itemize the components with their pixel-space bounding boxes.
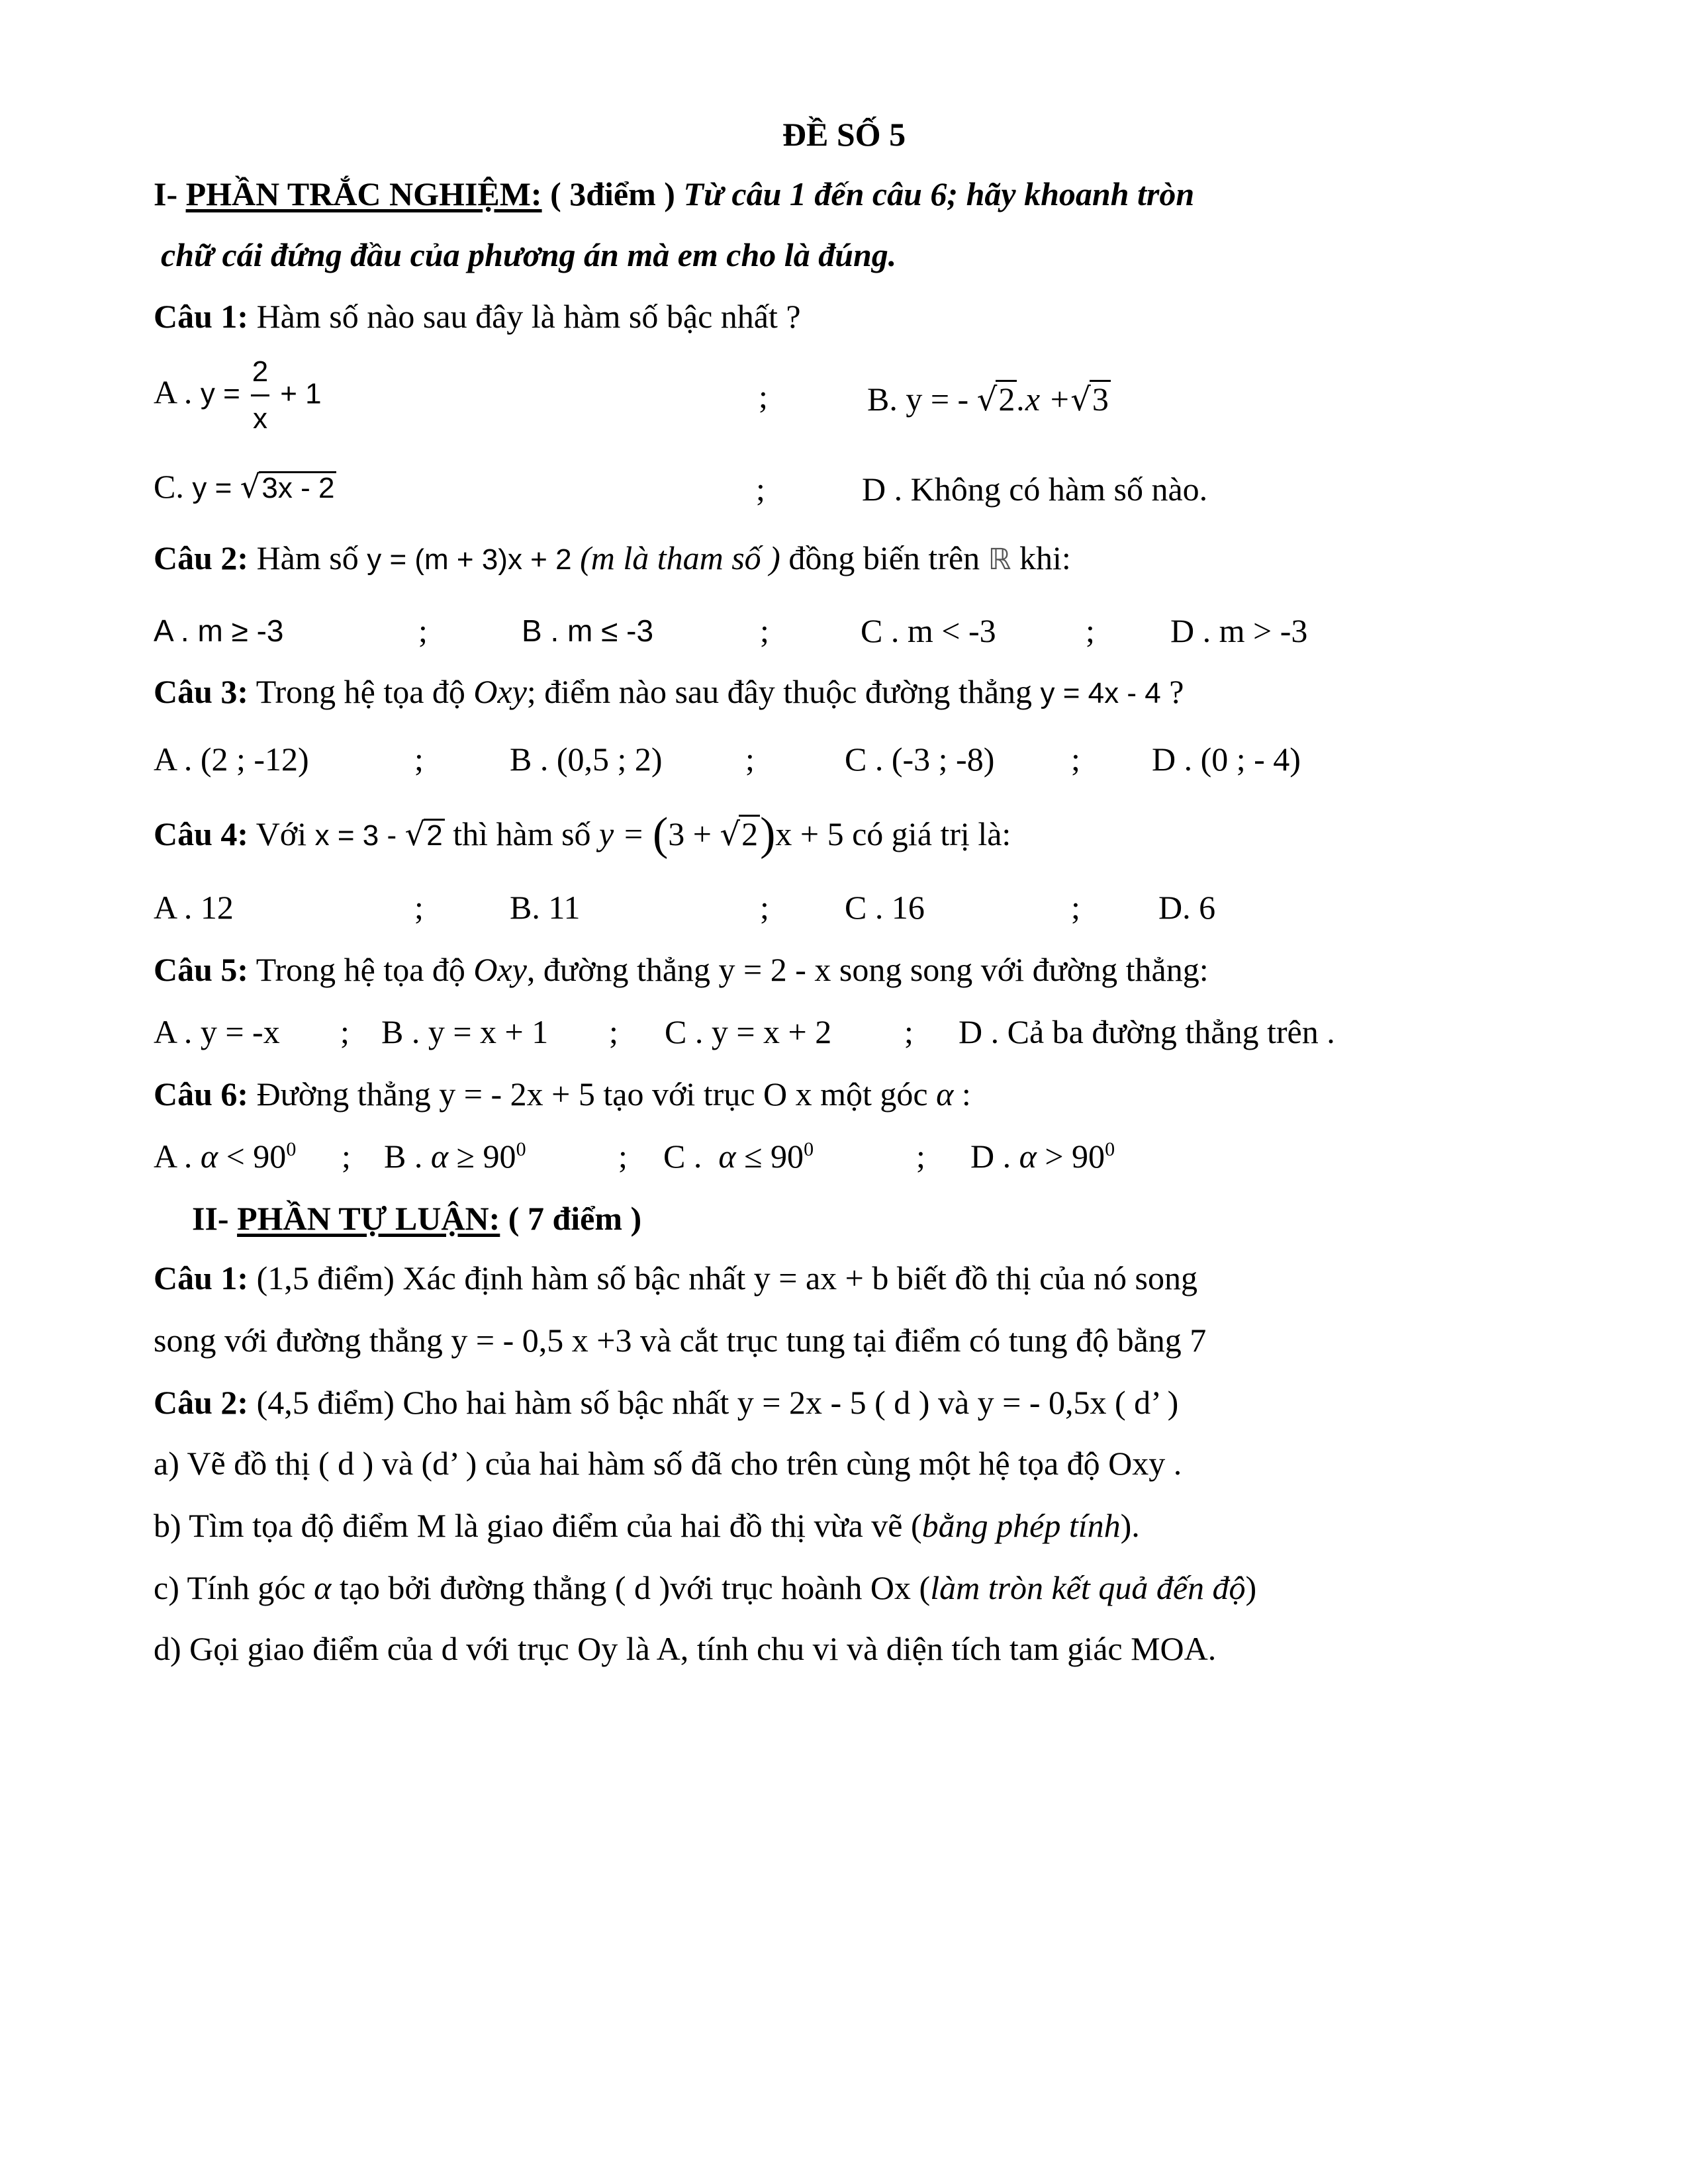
q3-stem <box>154 675 1184 708</box>
q2-sep-2: ; <box>760 612 769 649</box>
q5-sep-1: ; <box>340 1013 350 1050</box>
sqrt-icon: √ <box>404 816 426 853</box>
q6-option-a <box>154 1140 296 1173</box>
q1-a-post: + 1 <box>280 377 322 410</box>
q1-option-a <box>154 356 322 435</box>
q1-sep-1: ; <box>759 378 768 415</box>
q3-option-b: B . (0,5 ; 2) <box>510 741 663 778</box>
q5-label: Câu 5: <box>154 951 249 988</box>
p2-q2-a: a) Vẽ đồ thị ( d ) và (d’ ) của hai hàm số đã cho trên cùng một hệ tọa độ Oxy . <box>154 1445 1182 1482</box>
q6-c-pre: C . <box>663 1138 702 1175</box>
alpha-icon: α <box>430 1138 449 1175</box>
q2-end: khi: <box>1019 539 1071 576</box>
q3-sep-3: ; <box>1071 741 1080 778</box>
q5-pre: Trong hệ tọa độ <box>256 951 465 988</box>
q1-text: Hàm số nào sau đây là hàm số bậc nhất ? <box>256 298 801 335</box>
p2-q2-b-italic: bằng phép tính <box>921 1507 1121 1544</box>
q6-option-b <box>384 1140 526 1173</box>
q3-option-c: C . (-3 ; -8) <box>845 741 995 778</box>
q1-b-mid: .x + <box>1017 381 1071 418</box>
q1-option-d: D . Không có hàm số nào. <box>862 471 1208 508</box>
part1-heading-line <box>154 177 1194 210</box>
q2-option-b: B . m ≤ -3 <box>522 614 654 648</box>
p2-q2-c-pre: c) Tính góc <box>154 1569 306 1606</box>
q5-option-d: D . Cả ba đường thẳng trên . <box>959 1013 1335 1050</box>
q6-end: : <box>961 1075 971 1113</box>
q3-formula: y = 4x - 4 <box>1040 677 1161 709</box>
q4-x-pre: x = 3 - <box>314 819 397 852</box>
p2-q2-c-mid: tạo bởi đường thẳng ( d )với trục hoành Ox ( <box>339 1569 931 1606</box>
q1-c-rad: 3x - 2 <box>259 471 336 504</box>
sqrt-icon: √ <box>240 469 261 506</box>
q4-option-d: D. 6 <box>1158 889 1216 926</box>
q6-option-d <box>970 1140 1115 1173</box>
q4-label: Câu 4: <box>154 815 249 852</box>
q3-option-d: D . (0 ; - 4) <box>1152 741 1301 778</box>
q6-b-rel: ≥ 90 <box>456 1138 516 1175</box>
q2-post: đồng biến trên <box>788 539 980 576</box>
alpha-icon: α <box>314 1569 332 1606</box>
q2-option-c: C . m < -3 <box>861 612 996 649</box>
part1-instruction-2 <box>161 238 896 271</box>
alpha-icon: α <box>936 1075 954 1113</box>
q5-stem <box>154 953 1209 986</box>
q2-option-a: A . m ≥ -3 <box>154 614 284 648</box>
p2-q1-text-1: (1,5 điểm) Xác định hàm số bậc nhất y = ax + b biết đồ thị của nó song <box>256 1259 1197 1297</box>
p2-q2-b-post: ). <box>1120 1507 1140 1544</box>
sqrt-icon: √ <box>720 816 741 853</box>
q3-pre: Trong hệ tọa độ <box>256 673 465 710</box>
part1-score: ( 3điểm ) <box>550 175 675 212</box>
q2-param: (m là tham số ) <box>580 539 780 576</box>
q4-y-in: 3 + <box>668 815 712 852</box>
q6-sep-1: ; <box>342 1138 351 1175</box>
real-numbers-icon: ℝ <box>988 543 1011 576</box>
q5-post: , đường thẳng y = 2 - x song song với đường thẳng: <box>526 951 1209 988</box>
q1-c-pre: y = <box>192 472 232 504</box>
q6-text: Đường thẳng y = - 2x + 5 tạo với trục O x một góc <box>256 1075 928 1113</box>
q1-a-den: x <box>253 402 268 435</box>
q3-label: Câu 3: <box>154 673 249 710</box>
q6-stem <box>154 1077 971 1111</box>
q5-option-c: C . y = x + 2 <box>665 1013 832 1050</box>
q6-d-pre: D . <box>970 1138 1011 1175</box>
p2-q1-line2: song với đường thẳng y = - 0,5 x +3 và cắt trục tung tại điểm có tung độ bằng 7 <box>154 1322 1207 1359</box>
alpha-icon: α <box>200 1138 218 1175</box>
q4-x-rad: 2 <box>424 819 444 851</box>
q4-option-a: A . 12 <box>154 889 234 926</box>
sqrt-icon: √ <box>976 381 998 418</box>
alpha-icon: α <box>718 1138 736 1175</box>
q1-c-label: C. <box>154 468 184 505</box>
sqrt-icon: √ <box>1070 381 1091 418</box>
p2-q2-label: Câu 2: <box>154 1384 249 1421</box>
q3-sep-2: ; <box>745 741 755 778</box>
q1-a-fraction <box>251 356 269 435</box>
q1-label: Câu 1: <box>154 298 249 335</box>
q4-mid: thì hàm số <box>453 815 591 852</box>
degree-mark: 0 <box>286 1138 297 1160</box>
q6-label: Câu 6: <box>154 1075 249 1113</box>
part1-instruction-2-text: chữ cái đứng đầu của phương án mà em cho là đúng. <box>161 236 897 273</box>
q1-a-num: 2 <box>251 356 269 396</box>
degree-mark: 0 <box>804 1138 814 1160</box>
q2-formula: y = (m + 3)x + 2 <box>367 543 572 576</box>
q6-b-pre: B . <box>384 1138 423 1175</box>
part2-heading: PHẦN TỰ LUẬN: <box>237 1200 500 1237</box>
q6-sep-2: ; <box>618 1138 628 1175</box>
part1-prefix: I- <box>154 175 178 212</box>
q1-a-label: A . <box>154 373 193 411</box>
q5-sep-2: ; <box>609 1013 618 1050</box>
q3-oxy: Oxy <box>473 673 527 710</box>
q6-d-rel: > 90 <box>1045 1138 1105 1175</box>
p2-q2-line1 <box>154 1386 1178 1419</box>
q6-option-c <box>663 1140 814 1173</box>
p2-q2-c <box>154 1571 1256 1604</box>
q1-option-b <box>867 380 1111 417</box>
q4-y-post: x + 5 <box>775 815 844 852</box>
part2-heading-line <box>192 1202 641 1235</box>
part1-instruction-1: Từ câu 1 đến câu 6; hãy khoanh tròn <box>683 175 1195 212</box>
q5-sep-3: ; <box>904 1013 914 1050</box>
q4-option-b: B. 11 <box>510 889 581 926</box>
q1-sep-2: ; <box>756 471 765 508</box>
q3-end: ? <box>1169 673 1184 710</box>
q1-a-pre: y = <box>200 377 240 410</box>
p2-q2-b <box>154 1509 1140 1542</box>
q2-label: Câu 2: <box>154 539 249 576</box>
q6-a-pre: A . <box>154 1138 193 1175</box>
q6-c-rel: ≤ 90 <box>744 1138 804 1175</box>
p2-q2-text-1: (4,5 điểm) Cho hai hàm số bậc nhất y = 2x - 5 ( d ) và y = - 0,5x ( d’ ) <box>256 1384 1179 1421</box>
q4-y-rad: 2 <box>739 815 760 852</box>
q2-pre: Hàm số <box>256 539 359 576</box>
p2-q2-d: d) Gọi giao điểm của d với trục Oy là A, tính chu vi và diện tích tam giác MOA. <box>154 1630 1217 1667</box>
paren-left-icon: ( <box>652 809 669 860</box>
q1-b-rad1: 2 <box>996 380 1017 417</box>
page-title: ĐỀ SỐ 5 <box>782 116 906 153</box>
degree-mark: 0 <box>516 1138 526 1160</box>
p2-q2-c-italic: làm tròn kết quả đến độ <box>930 1569 1246 1606</box>
q1-option-c <box>154 470 336 504</box>
q6-sep-3: ; <box>916 1138 925 1175</box>
q3-mid: ; điểm nào sau đây thuộc đường thẳng <box>526 673 1033 710</box>
q5-oxy: Oxy <box>473 951 527 988</box>
q4-pre: Với <box>256 815 307 852</box>
q2-sep-3: ; <box>1086 612 1095 649</box>
part2-prefix: II- <box>192 1200 229 1237</box>
q4-sep-2: ; <box>760 889 769 926</box>
q3-option-a: A . (2 ; -12) <box>154 741 309 778</box>
p2-q1-label: Câu 1: <box>154 1259 249 1297</box>
q4-sep-3: ; <box>1071 889 1080 926</box>
q1-b-label: B. <box>867 381 898 418</box>
q2-sep-1: ; <box>418 612 428 649</box>
p2-q2-b-pre: b) Tìm tọa độ điểm M là giao điểm của hai đồ thị vừa vẽ ( <box>154 1507 922 1544</box>
part1-heading: PHẦN TRẮC NGHIỆM: <box>185 175 542 212</box>
degree-mark: 0 <box>1105 1138 1115 1160</box>
q2-stem <box>154 541 1071 574</box>
q1-stem <box>154 300 801 333</box>
q4-option-c: C . 16 <box>845 889 925 926</box>
q6-a-rel: < 90 <box>226 1138 287 1175</box>
q4-y-pre: y = <box>599 815 645 852</box>
q2-option-d: D . m > -3 <box>1170 612 1308 649</box>
alpha-icon: α <box>1019 1138 1037 1175</box>
p2-q1-line1 <box>154 1261 1197 1295</box>
p2-q2-c-post: ) <box>1245 1569 1257 1606</box>
q5-option-b: B . y = x + 1 <box>381 1013 549 1050</box>
q3-sep-1: ; <box>414 741 424 778</box>
q1-b-pre: y = - <box>906 381 969 418</box>
part2-score: ( 7 điểm ) <box>508 1200 642 1237</box>
paren-right-icon: ) <box>760 809 776 860</box>
q1-b-rad2: 3 <box>1090 380 1111 417</box>
q4-end: có giá trị là: <box>852 815 1011 852</box>
q5-option-a: A . y = -x <box>154 1013 280 1050</box>
q4-sep-1: ; <box>414 889 424 926</box>
q4-stem <box>154 811 1011 858</box>
